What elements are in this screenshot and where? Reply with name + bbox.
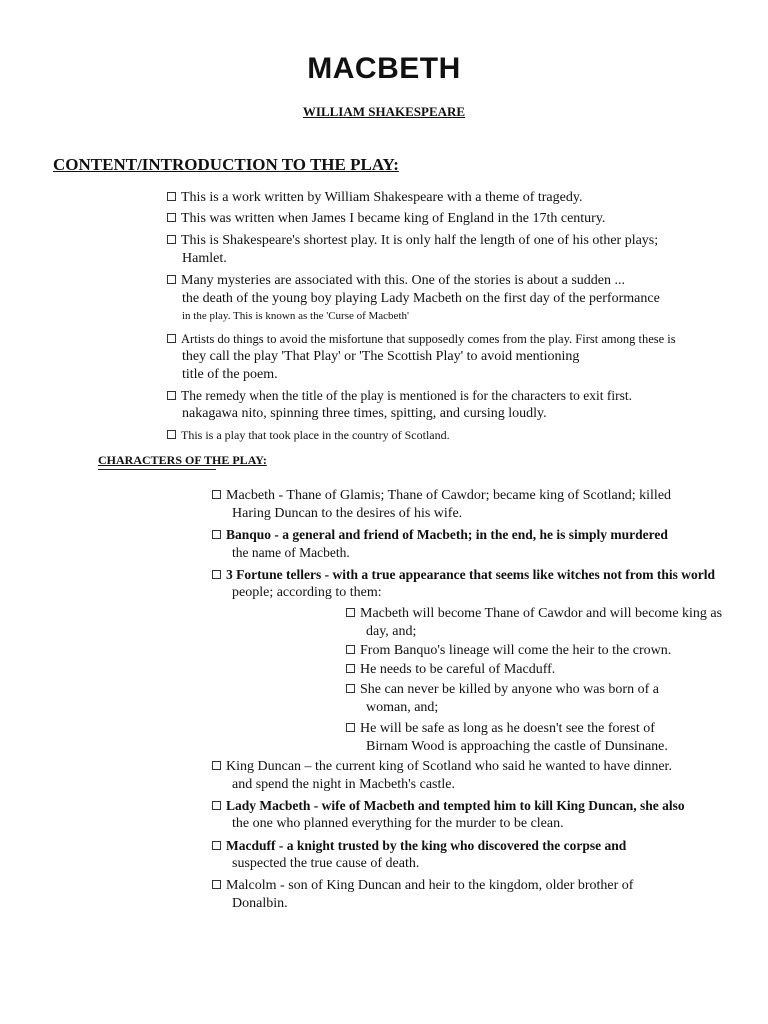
item-text: The remedy when the title of the play is mentioned is for the characters to exit first.	[181, 388, 632, 403]
list-item	[167, 232, 658, 268]
item-text-continued: day, and;	[366, 624, 417, 639]
item-text: He will be safe as long as he doesn't see the forest of	[360, 721, 655, 736]
checkbox-bullet-icon	[212, 801, 221, 810]
checkbox-bullet-icon	[346, 608, 355, 617]
item-text-continued: Birnam Wood is approaching the castle of Dunsinane.	[366, 739, 668, 754]
character-item	[212, 797, 685, 833]
item-text: This is a play that took place in the country of Scotland.	[181, 428, 450, 442]
item-text-continued: Haring Duncan to the desires of his wife.	[232, 506, 463, 521]
author-name: WILLIAM SHAKESPEARE	[302, 104, 466, 119]
checkbox-bullet-icon	[346, 723, 355, 732]
item-text: From Banquo's lineage will come the heir to the crown.	[360, 643, 672, 658]
checkbox-bullet-icon	[346, 664, 355, 673]
item-text-continued: the death of the young boy playing Lady Macbeth on the first day of the performance	[182, 291, 660, 306]
item-text: King Duncan – the current king of Scotland who said he wanted to have dinner.	[226, 759, 672, 774]
item-text-continued: nakagawa nito, spinning three times, spitting, and cursing loudly.	[182, 406, 547, 421]
item-text-continued: the one who planned everything for the murder to be clean.	[232, 816, 564, 831]
checkbox-bullet-icon	[212, 880, 221, 889]
checkbox-bullet-icon	[212, 761, 221, 770]
characters-heading: CHARACTERS OF THE PLAY:	[98, 453, 267, 467]
checkbox-bullet-icon	[212, 490, 221, 499]
item-text: This is Shakespeare's shortest play. It is only half the length of one of his other plays;	[181, 233, 659, 248]
item-text: Banquo - a general and friend of Macbeth; in the end, he is simply murdered	[226, 527, 668, 542]
item-text-continued: Donalbin.	[232, 896, 288, 911]
checkbox-bullet-icon	[167, 192, 176, 201]
list-item	[167, 272, 660, 324]
prophecy-item	[346, 605, 722, 641]
prophecy-item	[346, 720, 668, 756]
item-text: Macbeth will become Thane of Cawdor and will become king as	[360, 606, 723, 621]
item-text-continued: the name of Macbeth.	[232, 545, 350, 560]
prophecy-item	[346, 662, 555, 678]
item-text: She can never be killed by anyone who was born of a	[360, 682, 659, 697]
list-item	[167, 190, 582, 206]
checkbox-bullet-icon	[346, 684, 355, 693]
checkbox-bullet-icon	[346, 645, 355, 654]
character-item	[212, 526, 668, 562]
character-item	[212, 487, 671, 523]
content-heading: CONTENT/INTRODUCTION TO THE PLAY:	[53, 155, 399, 174]
item-text-continued: title of the poem.	[182, 367, 278, 382]
list-item	[167, 387, 632, 423]
item-text: Malcolm - son of King Duncan and heir to the kingdom, older brother of	[226, 878, 634, 893]
prophecy-item	[346, 643, 671, 659]
item-text: Lady Macbeth - wife of Macbeth and tempted him to kill King Duncan, she also	[226, 798, 685, 813]
checkbox-bullet-icon	[212, 530, 221, 539]
item-text: Many mysteries are associated with this. One of the stories is about a sudden ...	[181, 273, 626, 288]
item-text: Artists do things to avoid the misfortune that supposedly comes from the play. First among these is	[181, 332, 676, 346]
item-text-continued: in the play. This is known as the 'Curse of Macbeth'	[182, 310, 409, 322]
checkbox-bullet-icon	[212, 841, 221, 850]
list-item	[167, 428, 450, 443]
item-text: Macduff - a knight trusted by the king who discovered the corpse and	[226, 838, 627, 853]
item-text: He needs to be careful of Macduff.	[360, 662, 556, 677]
character-item	[212, 566, 715, 602]
prophecy-item	[346, 681, 659, 717]
item-text: This was written when James I became king of England in the 17th century.	[181, 211, 606, 226]
checkbox-bullet-icon	[167, 334, 176, 343]
list-item	[167, 211, 605, 227]
checkbox-bullet-icon	[167, 391, 176, 400]
character-item	[212, 877, 633, 913]
item-text-continued: suspected the true cause of death.	[232, 856, 420, 871]
checkbox-bullet-icon	[167, 430, 176, 439]
item-text-continued: they call the play 'That Play' or 'The Scottish Play' to avoid mentioning	[182, 349, 580, 364]
character-item	[212, 758, 672, 794]
checkbox-bullet-icon	[167, 235, 176, 244]
item-text-continued: woman, and;	[366, 700, 439, 715]
checkbox-bullet-icon	[212, 570, 221, 579]
item-text-continued: Hamlet.	[182, 251, 227, 266]
item-text: 3 Fortune tellers - with a true appearance that seems like witches not from this world	[226, 567, 716, 582]
list-item	[167, 330, 676, 384]
item-text-continued: and spend the night in Macbeth's castle.	[232, 777, 455, 792]
item-text-continued: people; according to them:	[232, 585, 382, 600]
checkbox-bullet-icon	[167, 275, 176, 284]
item-text: This is a work written by William Shakespeare with a theme of tragedy.	[181, 190, 583, 205]
document-title: MACBETH	[307, 52, 461, 85]
heading-underline-rule	[98, 469, 216, 470]
item-text: Macbeth - Thane of Glamis; Thane of Cawdor; became king of Scotland; killed	[226, 488, 672, 503]
character-item	[212, 837, 626, 873]
checkbox-bullet-icon	[167, 213, 176, 222]
